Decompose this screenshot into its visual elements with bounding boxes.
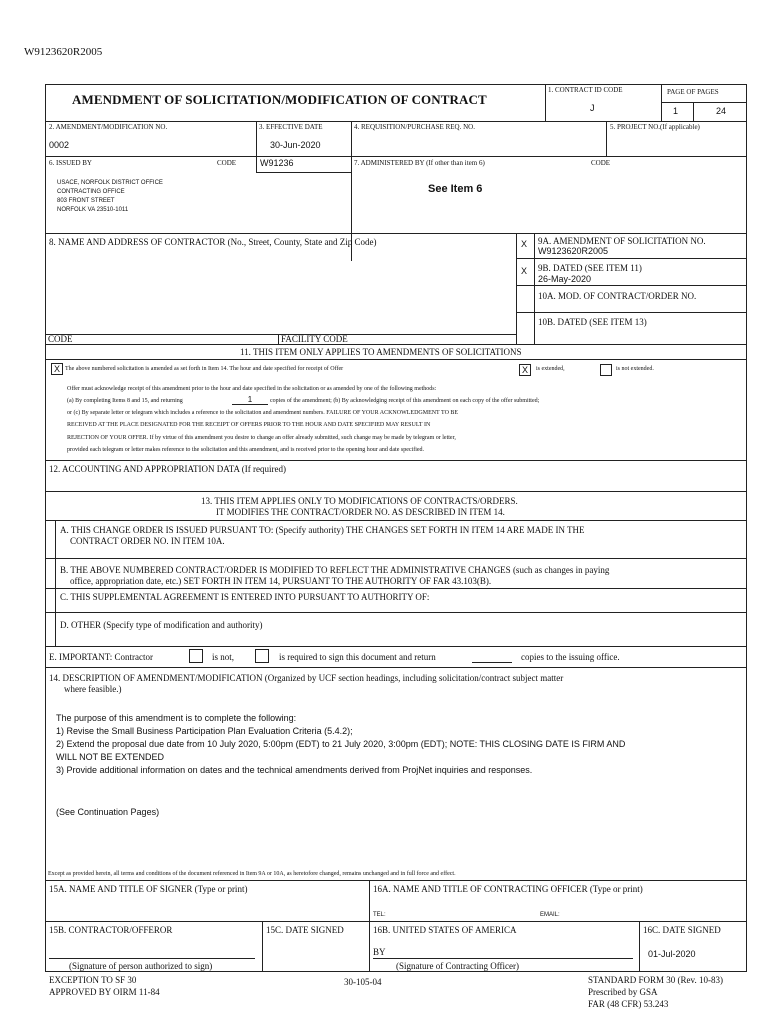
contract-id-code: J (590, 103, 595, 113)
solicitation-number: W9123620R2005 (538, 246, 609, 256)
footer-approved: APPROVED BY OIRM 11-84 (49, 987, 160, 997)
description-line: The purpose of this amendment is to complete the following: (56, 713, 297, 723)
item13b-text2: office, appropriation date, etc.) SET FORTH IN ITEM 14, PURSUANT TO THE AUTHORITY OF FAR 43.103(B). (70, 576, 492, 586)
page-number: 1 (673, 106, 679, 116)
box5-label: 5. PROJECT NO.(If applicable) (610, 123, 700, 131)
issued-by-code: W91236 (260, 158, 294, 168)
footer-far: FAR (48 CFR) 53.243 (588, 999, 669, 1009)
copies-return-field[interactable] (472, 662, 512, 663)
item13a-text2: CONTRACT ORDER NO. IN ITEM 10A. (70, 536, 225, 546)
continuation-note: (See Continuation Pages) (56, 807, 160, 817)
not-extended-checkbox[interactable] (600, 364, 612, 376)
address-line: 803 FRONT STREET (57, 198, 115, 204)
officer-signature-caption: (Signature of Contracting Officer) (396, 961, 520, 971)
box2-label: 2. AMENDMENT/MODIFICATION NO. (49, 123, 168, 131)
item11-para: Offer must acknowledge receipt of this amendment prior to the hour and date specified in the solicitation or as amended by one of the following methods: (67, 386, 437, 392)
box9b-label: 9B. DATED (SEE ITEM 11) (538, 263, 642, 273)
address-line: NORFOLK VA 23510-1011 (57, 207, 129, 213)
item13a-text: A. THIS CHANGE ORDER IS ISSUED PURSUANT TO: (Specify authority) THE CHANGES SET FORTH IN ITEM 14 ARE MADE IN THE (60, 525, 585, 535)
itemE-label: E. IMPORTANT: Contractor (49, 652, 154, 662)
by-label: BY (373, 947, 386, 957)
email-label: EMAIL: (540, 912, 560, 918)
contractor-code-label: CODE (48, 334, 73, 344)
item14-footer: Except as provided herein, all terms and conditions of the document referenced in Item 9A or 10A, as heretofore changed, remains unchanged and in full force and effect. (48, 871, 456, 877)
box9b-mark: X (521, 266, 528, 276)
item13-subheader: IT MODIFIES THE CONTRACT/ORDER NO. AS DESCRIBED IN ITEM 14. (216, 507, 505, 517)
contractor-signature-caption: (Signature of person authorized to sign) (69, 961, 213, 971)
effective-date: 30-Jun-2020 (270, 140, 321, 150)
footer-form-code: 30-105-04 (344, 977, 382, 987)
is-not-checkbox[interactable] (189, 649, 203, 663)
form-title: AMENDMENT OF SOLICITATION/MODIFICATION OF CONTRACT (72, 92, 487, 107)
item11-para: REJECTION OF YOUR OFFER. If by virtue of this amendment you desire to change an offer already submitted, such change may be made by telegram or letter, (67, 435, 456, 441)
contractor-signature-line[interactable] (49, 958, 255, 959)
box16b-label: 16B. UNITED STATES OF AMERICA (373, 925, 517, 935)
description-line: 2) Extend the proposal due date from 10 July 2020, 5:00pm (EDT) to 21 July 2020, 3:00pm (EDT); NOTE: THIS CLOSING DATE IS FIRM AND (56, 739, 626, 749)
item14-label2: where feasible.) (64, 684, 122, 694)
is-not-label: is not, (212, 652, 235, 662)
item14-label: 14. DESCRIPTION OF AMENDMENT/MODIFICATION (Organized by UCF section headings, including solicitation/contract subject matter (49, 673, 564, 683)
box4-label: 4. REQUISITION/PURCHASE REQ. NO. (354, 123, 475, 131)
item11-para: provided each telegram or letter makes reference to the solicitation and this amendment, and is received prior to the opening hour and date specified. (67, 447, 425, 453)
tel-label: TEL: (373, 912, 386, 918)
box7-code-label: CODE (591, 159, 611, 167)
issued-by-address (57, 179, 163, 215)
is-required-label: is required to sign this document and return (279, 652, 436, 662)
box9a-mark: X (521, 239, 528, 249)
copies-field[interactable]: 1 (232, 395, 268, 405)
box6-label: 6. ISSUED BY (49, 159, 92, 167)
extended-label: is extended, (536, 366, 565, 372)
item11-para: RECEIVED AT THE PLACE DESIGNATED FOR THE RECEIPT OF OFFERS PRIOR TO THE HOUR AND DATE SPECIFIED MAY RESULT IN (67, 422, 431, 428)
box7-label: 7. ADMINISTERED BY (If other than item 6) (354, 159, 485, 167)
box16a-label: 16A. NAME AND TITLE OF CONTRACTING OFFICER (Type or print) (373, 884, 643, 894)
item11-line1: The above numbered solicitation is amended as set forth in Item 14. The hour and date specified for receipt of Offer (65, 366, 344, 372)
address-line: CONTRACTING OFFICE (57, 189, 125, 195)
item12-label: 12. ACCOUNTING AND APPROPRIATION DATA (If required) (49, 464, 287, 474)
officer-signature-line[interactable] (373, 958, 633, 959)
description-line: WILL NOT BE EXTENDED (56, 752, 165, 762)
document-id: W9123620R2005 (24, 46, 103, 58)
box9a-label: 9A. AMENDMENT OF SOLICITATION NO. (538, 236, 706, 246)
item13-header: 13. THIS ITEM APPLIES ONLY TO MODIFICATIONS OF CONTRACTS/ORDERS. (201, 496, 518, 506)
item11-para: or (c) By separate letter or telegram which includes a reference to the solicitation and amendment numbers. FAILURE OF YOUR ACKNOWLEDGMENT TO BE (67, 410, 459, 416)
copies-to-label: copies to the issuing office. (521, 652, 620, 662)
item13d-text: D. OTHER (Specify type of modification and authority) (60, 620, 263, 630)
item13c-text: C. THIS SUPPLEMENTAL AGREEMENT IS ENTERED INTO PURSUANT TO AUTHORITY OF: (60, 592, 430, 602)
box15b-label: 15B. CONTRACTOR/OFFEROR (49, 925, 173, 935)
box15c-label: 15C. DATE SIGNED (266, 925, 344, 935)
amendment-number: 0002 (49, 140, 70, 150)
address-line: USACE, NORFOLK DISTRICT OFFICE (57, 180, 163, 186)
item11-header: 11. THIS ITEM ONLY APPLIES TO AMENDMENTS OF SOLICITATIONS (240, 347, 522, 357)
officer-date-signed: 01-Jul-2020 (648, 949, 696, 959)
extended-checkbox[interactable]: X (519, 364, 531, 376)
footer-exception: EXCEPTION TO SF 30 (49, 975, 137, 985)
footer-prescribed: Prescribed by GSA (588, 987, 658, 997)
solicitation-date: 26-May-2020 (538, 274, 592, 284)
box15a-label: 15A. NAME AND TITLE OF SIGNER (Type or print) (49, 884, 248, 894)
item13b-text: B. THE ABOVE NUMBERED CONTRACT/ORDER IS MODIFIED TO REFLECT THE ADMINISTRATIVE CHANGES (such as changes in paying (60, 565, 610, 575)
item11-para: copies of the amendment; (b) By acknowledging receipt of this amendment on each copy of the offer submitted; (270, 398, 540, 404)
item14-description (56, 712, 625, 777)
description-line: 1) Revise the Small Business Participation Plan Evaluation Criteria (5.4.2); (56, 726, 353, 736)
box10b-label: 10B. DATED (SEE ITEM 13) (538, 317, 647, 327)
administered-by: See Item 6 (428, 183, 483, 195)
box1-label: 1. CONTRACT ID CODE (548, 86, 623, 94)
box10a-label: 10A. MOD. OF CONTRACT/ORDER NO. (538, 291, 697, 301)
box3-label: 3. EFFECTIVE DATE (259, 123, 323, 131)
is-required-checkbox[interactable] (255, 649, 269, 663)
total-pages: 24 (716, 106, 727, 116)
footer-standard-form: STANDARD FORM 30 (Rev. 10-83) (588, 975, 723, 985)
item11-amended-checkbox[interactable]: X (51, 363, 63, 375)
pages-label: PAGE OF PAGES (667, 88, 719, 96)
facility-code-label: FACILITY CODE (281, 334, 348, 344)
box6-code-label: CODE (217, 159, 237, 167)
not-extended-label: is not extended. (616, 366, 654, 372)
box8-label: 8. NAME AND ADDRESS OF CONTRACTOR (No., Street, County, State and Zip Code) (49, 237, 377, 247)
item11-para: (a) By completing Items 8 and 15, and returning (67, 398, 183, 404)
description-line: 3) Provide additional information on dates and the technical amendments derived from ProjNet inquiries and responses. (56, 765, 533, 775)
box16c-label: 16C. DATE SIGNED (643, 925, 721, 935)
